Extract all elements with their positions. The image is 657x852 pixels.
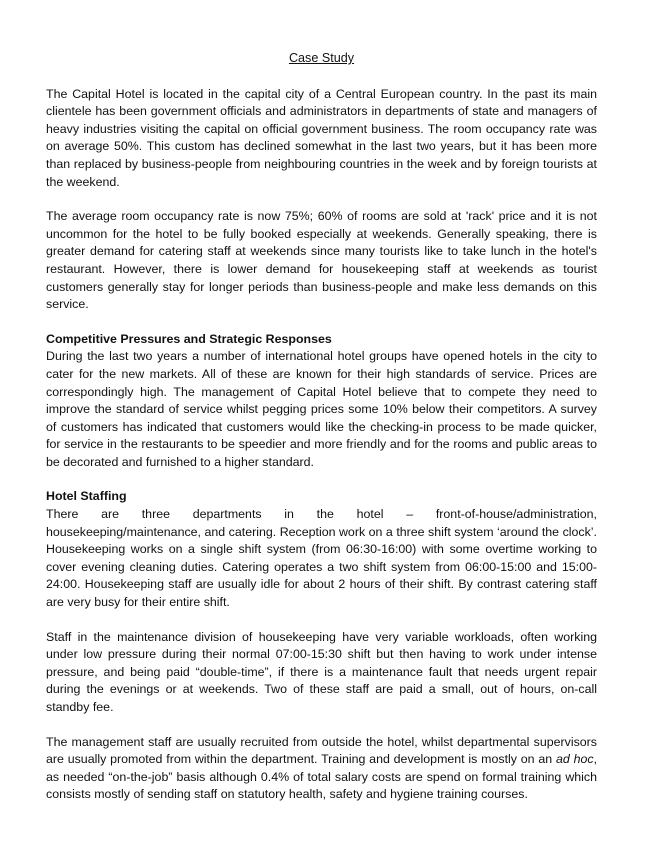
document-page [46,50,597,821]
management-text-start: The management staff are usually recruited from outside the hotel, whilst departmental supervisors are usually promoted from within the department. Training and development is mostly on an [46,734,597,767]
document-title: Case Study [288,51,355,65]
paragraph-occupancy: The average room occupancy rate is now 75%; 60% of rooms are sold at 'rack' price and it is not uncommon for the hotel to be fully booked especially at weekends. Generally speaking, there is greater demand for catering staff at weekends since many tourists like to take lunch in the hotel's restaurant. However, there is lower demand for housekeeping staff at weekends as tourist customers generally stay for longer periods than business-people and make less demands on this service. [46,209,597,312]
heading-competitive-pressures: Competitive Pressures and Strategic Responses [46,331,332,346]
heading-hotel-staffing: Hotel Staffing [46,489,127,504]
paragraph-management [46,734,597,804]
paragraph-maintenance: Staff in the maintenance division of housekeeping have very variable workloads, often working under low pressure during their normal 07:00-15:30 shift but then having to work under intense pressure, and being paid “double-time”, if there is a maintenance fault that needs urgent repair during the evenings or at weekends. Two of these staff are paid a small, out of hours, on-call standby fee. [46,629,597,714]
paragraph-competitive-pressures: During the last two years a number of international hotel groups have opened hotels in the city to cater for the new markets. All of these are known for their high standards of service. Prices are correspondingly high. The management of Capital Hotel believe that to compete they need to improve the standard of service whilst pegging prices some 10% below their competitors. A survey of customers has indicated that customers would like the checking-in process to be made quicker, for service in the restaurants to be speedier and more friendly and for the rooms and public areas to be decorated and furnished to a higher standard. [46,349,597,469]
paragraph-clientele: The Capital Hotel is located in the capital city of a Central European country. In the past its main clientele has been government officials and administrators in departments of state and managers of heavy industries visiting the capital on official government business. The room occupancy rate was on average 50%. This custom has declined somewhat in the last two years, but it has been more than replaced by business-people from neighbouring countries in the week and by foreign tourists at the weekend. [46,86,597,189]
ad-hoc-italic: ad hoc [555,752,594,767]
management-text-end: , as needed “on-the-job” basis although 0.4% of total salary costs are spend on formal training which consists mostly of sending staff on statutory health, safety and hygiene training courses. [46,752,598,802]
paragraph-departments: There are three departments in the hotel – front-of-house/administration, housekeeping/maintenance, and catering. Reception work on a three shift system ‘around the clock’. Housekeeping works on a single shift system (from 06:30-16:00) with some overtime working to cover evening cleaning duties. Catering operates a two shift system from 06:00-15:00 and 15:00-24:00. Housekeeping staff are usually idle for about 2 hours of their shift. By contrast catering staff are very busy for their entire shift. [46,507,597,610]
